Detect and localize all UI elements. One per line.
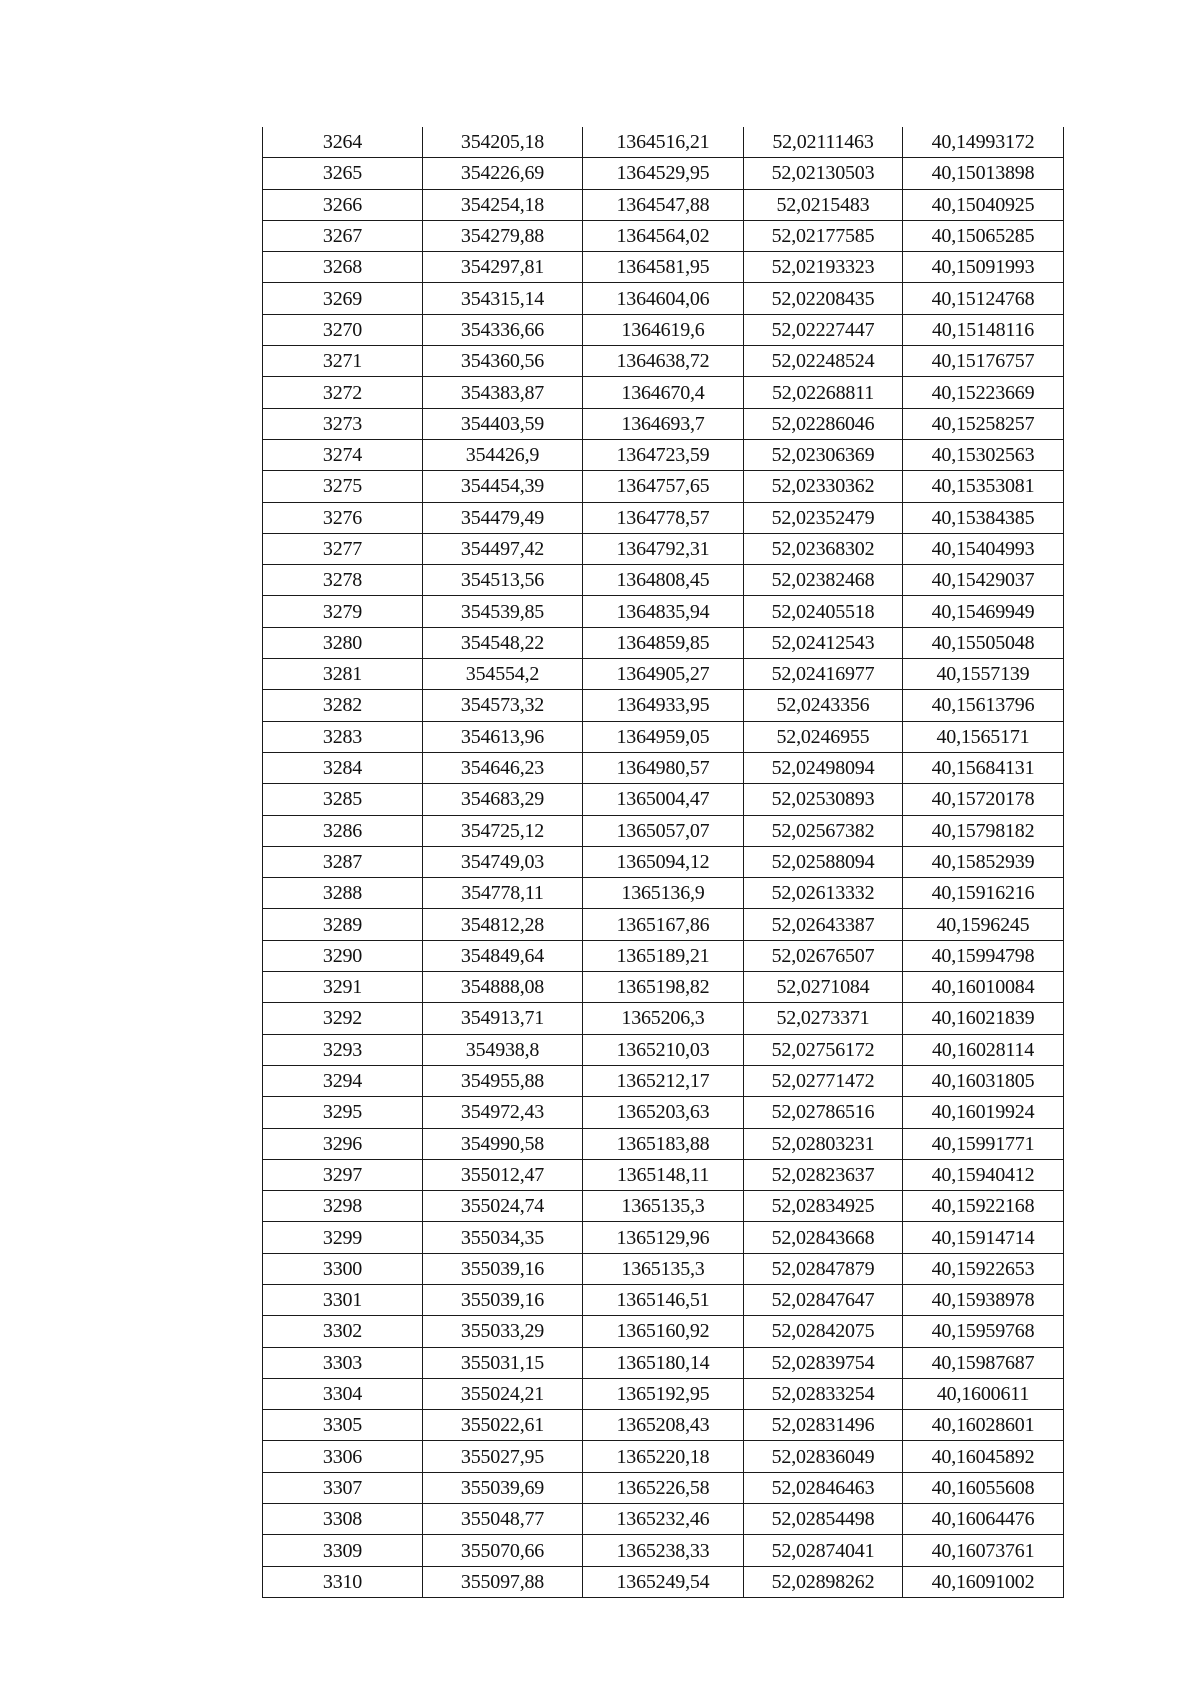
- x-coordinate-cell: 354778,11: [423, 878, 583, 909]
- x-coordinate-cell: 355031,15: [423, 1347, 583, 1378]
- x-coordinate-cell: 354955,88: [423, 1065, 583, 1096]
- longitude-cell: 40,15922168: [903, 1191, 1064, 1222]
- latitude-cell: 52,02847647: [744, 1284, 903, 1315]
- point-number-cell: 3298: [263, 1191, 423, 1222]
- latitude-cell: 52,02286046: [744, 408, 903, 439]
- point-number-cell: 3289: [263, 909, 423, 940]
- x-coordinate-cell: 355033,29: [423, 1316, 583, 1347]
- longitude-cell: 40,16045892: [903, 1441, 1064, 1472]
- point-number-cell: 3301: [263, 1284, 423, 1315]
- y-coordinate-cell: 1365192,95: [583, 1378, 744, 1409]
- point-number-cell: 3275: [263, 471, 423, 502]
- x-coordinate-cell: 355024,74: [423, 1191, 583, 1222]
- latitude-cell: 52,02498094: [744, 752, 903, 783]
- table-row: [263, 314, 1064, 345]
- y-coordinate-cell: 1364547,88: [583, 189, 744, 220]
- x-coordinate-cell: 354554,2: [423, 659, 583, 690]
- y-coordinate-cell: 1364670,4: [583, 377, 744, 408]
- table-row: [263, 878, 1064, 909]
- point-number-cell: 3281: [263, 659, 423, 690]
- longitude-cell: 40,16019924: [903, 1097, 1064, 1128]
- table-row: [263, 377, 1064, 408]
- point-number-cell: 3272: [263, 377, 423, 408]
- longitude-cell: 40,15959768: [903, 1316, 1064, 1347]
- point-number-cell: 3295: [263, 1097, 423, 1128]
- x-coordinate-cell: 354454,39: [423, 471, 583, 502]
- x-coordinate-cell: 354479,49: [423, 502, 583, 533]
- y-coordinate-cell: 1364933,95: [583, 690, 744, 721]
- y-coordinate-cell: 1365183,88: [583, 1128, 744, 1159]
- y-coordinate-cell: 1364808,45: [583, 565, 744, 596]
- table-row: [263, 940, 1064, 971]
- y-coordinate-cell: 1364619,6: [583, 314, 744, 345]
- table-row: [263, 1065, 1064, 1096]
- y-coordinate-cell: 1365057,07: [583, 815, 744, 846]
- x-coordinate-cell: 354849,64: [423, 940, 583, 971]
- y-coordinate-cell: 1364905,27: [583, 659, 744, 690]
- longitude-cell: 40,16064476: [903, 1504, 1064, 1535]
- y-coordinate-cell: 1364638,72: [583, 346, 744, 377]
- y-coordinate-cell: 1365148,11: [583, 1159, 744, 1190]
- y-coordinate-cell: 1365146,51: [583, 1284, 744, 1315]
- point-number-cell: 3279: [263, 596, 423, 627]
- y-coordinate-cell: 1365210,03: [583, 1034, 744, 1065]
- latitude-cell: 52,02177585: [744, 220, 903, 251]
- longitude-cell: 40,15404993: [903, 533, 1064, 564]
- table-row: [263, 909, 1064, 940]
- table-row: [263, 1316, 1064, 1347]
- table-row: [263, 252, 1064, 283]
- longitude-cell: 40,16091002: [903, 1566, 1064, 1597]
- table-row: [263, 972, 1064, 1003]
- y-coordinate-cell: 1364792,31: [583, 533, 744, 564]
- table-row: [263, 627, 1064, 658]
- table-row: [263, 1535, 1064, 1566]
- point-number-cell: 3293: [263, 1034, 423, 1065]
- longitude-cell: 40,15720178: [903, 784, 1064, 815]
- x-coordinate-cell: 354315,14: [423, 283, 583, 314]
- longitude-cell: 40,15914714: [903, 1222, 1064, 1253]
- point-number-cell: 3278: [263, 565, 423, 596]
- y-coordinate-cell: 1365167,86: [583, 909, 744, 940]
- point-number-cell: 3264: [263, 127, 423, 158]
- y-coordinate-cell: 1364693,7: [583, 408, 744, 439]
- table-row: [263, 1284, 1064, 1315]
- y-coordinate-cell: 1365220,18: [583, 1441, 744, 1472]
- latitude-cell: 52,02130503: [744, 158, 903, 189]
- table-row: [263, 127, 1064, 158]
- longitude-cell: 40,15091993: [903, 252, 1064, 283]
- latitude-cell: 52,02823637: [744, 1159, 903, 1190]
- point-number-cell: 3269: [263, 283, 423, 314]
- table-row: [263, 1097, 1064, 1128]
- longitude-cell: 40,16031805: [903, 1065, 1064, 1096]
- point-number-cell: 3266: [263, 189, 423, 220]
- y-coordinate-cell: 1365206,3: [583, 1003, 744, 1034]
- latitude-cell: 52,02227447: [744, 314, 903, 345]
- point-number-cell: 3302: [263, 1316, 423, 1347]
- x-coordinate-cell: 354539,85: [423, 596, 583, 627]
- point-number-cell: 3290: [263, 940, 423, 971]
- y-coordinate-cell: 1365249,54: [583, 1566, 744, 1597]
- x-coordinate-cell: 355039,69: [423, 1472, 583, 1503]
- x-coordinate-cell: 355097,88: [423, 1566, 583, 1597]
- y-coordinate-cell: 1365189,21: [583, 940, 744, 971]
- longitude-cell: 40,15013898: [903, 158, 1064, 189]
- y-coordinate-cell: 1365180,14: [583, 1347, 744, 1378]
- x-coordinate-cell: 354990,58: [423, 1128, 583, 1159]
- latitude-cell: 52,02847879: [744, 1253, 903, 1284]
- longitude-cell: 40,15916216: [903, 878, 1064, 909]
- latitude-cell: 52,02833254: [744, 1378, 903, 1409]
- table-row: [263, 1347, 1064, 1378]
- table-row: [263, 1566, 1064, 1597]
- y-coordinate-cell: 1364835,94: [583, 596, 744, 627]
- latitude-cell: 52,02643387: [744, 909, 903, 940]
- table-row: [263, 1003, 1064, 1034]
- latitude-cell: 52,02268811: [744, 377, 903, 408]
- table-row: [263, 1410, 1064, 1441]
- y-coordinate-cell: 1364757,65: [583, 471, 744, 502]
- x-coordinate-cell: 354548,22: [423, 627, 583, 658]
- longitude-cell: 40,15384385: [903, 502, 1064, 533]
- point-number-cell: 3304: [263, 1378, 423, 1409]
- point-number-cell: 3287: [263, 846, 423, 877]
- latitude-cell: 52,02874041: [744, 1535, 903, 1566]
- x-coordinate-cell: 355034,35: [423, 1222, 583, 1253]
- point-number-cell: 3291: [263, 972, 423, 1003]
- point-number-cell: 3288: [263, 878, 423, 909]
- latitude-cell: 52,02368302: [744, 533, 903, 564]
- table-row: [263, 471, 1064, 502]
- y-coordinate-cell: 1364778,57: [583, 502, 744, 533]
- longitude-cell: 40,1596245: [903, 909, 1064, 940]
- point-number-cell: 3270: [263, 314, 423, 345]
- latitude-cell: 52,02382468: [744, 565, 903, 596]
- latitude-cell: 52,02771472: [744, 1065, 903, 1096]
- longitude-cell: 40,15124768: [903, 283, 1064, 314]
- longitude-cell: 40,16073761: [903, 1535, 1064, 1566]
- table-row: [263, 502, 1064, 533]
- point-number-cell: 3303: [263, 1347, 423, 1378]
- x-coordinate-cell: 354913,71: [423, 1003, 583, 1034]
- table-row: [263, 596, 1064, 627]
- y-coordinate-cell: 1365212,17: [583, 1065, 744, 1096]
- point-number-cell: 3276: [263, 502, 423, 533]
- x-coordinate-cell: 354403,59: [423, 408, 583, 439]
- y-coordinate-cell: 1364529,95: [583, 158, 744, 189]
- longitude-cell: 40,15922653: [903, 1253, 1064, 1284]
- latitude-cell: 52,02854498: [744, 1504, 903, 1535]
- y-coordinate-cell: 1365135,3: [583, 1253, 744, 1284]
- latitude-cell: 52,0243356: [744, 690, 903, 721]
- latitude-cell: 52,02193323: [744, 252, 903, 283]
- table-row: [263, 1472, 1064, 1503]
- table-row: [263, 283, 1064, 314]
- x-coordinate-cell: 354812,28: [423, 909, 583, 940]
- longitude-cell: 40,16010084: [903, 972, 1064, 1003]
- table-row: [263, 1191, 1064, 1222]
- point-number-cell: 3296: [263, 1128, 423, 1159]
- x-coordinate-cell: 355012,47: [423, 1159, 583, 1190]
- y-coordinate-cell: 1364516,21: [583, 127, 744, 158]
- longitude-cell: 40,15469949: [903, 596, 1064, 627]
- longitude-cell: 40,15258257: [903, 408, 1064, 439]
- latitude-cell: 52,02330362: [744, 471, 903, 502]
- latitude-cell: 52,02306369: [744, 439, 903, 470]
- point-number-cell: 3286: [263, 815, 423, 846]
- x-coordinate-cell: 354613,96: [423, 721, 583, 752]
- latitude-cell: 52,02111463: [744, 127, 903, 158]
- x-coordinate-cell: 355039,16: [423, 1253, 583, 1284]
- table-row: [263, 189, 1064, 220]
- coordinates-table-body: [263, 127, 1064, 1597]
- longitude-cell: 40,15991771: [903, 1128, 1064, 1159]
- y-coordinate-cell: 1365004,47: [583, 784, 744, 815]
- y-coordinate-cell: 1365238,33: [583, 1535, 744, 1566]
- latitude-cell: 52,02836049: [744, 1441, 903, 1472]
- coordinates-table: [262, 127, 1064, 1598]
- table-row: [263, 784, 1064, 815]
- table-row: [263, 346, 1064, 377]
- y-coordinate-cell: 1365160,92: [583, 1316, 744, 1347]
- latitude-cell: 52,02831496: [744, 1410, 903, 1441]
- latitude-cell: 52,0273371: [744, 1003, 903, 1034]
- y-coordinate-cell: 1365136,9: [583, 878, 744, 909]
- latitude-cell: 52,02613332: [744, 878, 903, 909]
- longitude-cell: 40,16028114: [903, 1034, 1064, 1065]
- x-coordinate-cell: 354888,08: [423, 972, 583, 1003]
- point-number-cell: 3268: [263, 252, 423, 283]
- table-row: [263, 158, 1064, 189]
- table-row: [263, 721, 1064, 752]
- x-coordinate-cell: 355027,95: [423, 1441, 583, 1472]
- table-row: [263, 565, 1064, 596]
- longitude-cell: 40,15940412: [903, 1159, 1064, 1190]
- point-number-cell: 3265: [263, 158, 423, 189]
- longitude-cell: 40,15353081: [903, 471, 1064, 502]
- longitude-cell: 40,15302563: [903, 439, 1064, 470]
- point-number-cell: 3285: [263, 784, 423, 815]
- longitude-cell: 40,16055608: [903, 1472, 1064, 1503]
- x-coordinate-cell: 354426,9: [423, 439, 583, 470]
- longitude-cell: 40,15505048: [903, 627, 1064, 658]
- point-number-cell: 3271: [263, 346, 423, 377]
- latitude-cell: 52,0215483: [744, 189, 903, 220]
- y-coordinate-cell: 1364564,02: [583, 220, 744, 251]
- longitude-cell: 40,15148116: [903, 314, 1064, 345]
- longitude-cell: 40,16021839: [903, 1003, 1064, 1034]
- y-coordinate-cell: 1365198,82: [583, 972, 744, 1003]
- longitude-cell: 40,1557139: [903, 659, 1064, 690]
- table-row: [263, 659, 1064, 690]
- x-coordinate-cell: 354383,87: [423, 377, 583, 408]
- longitude-cell: 40,15613796: [903, 690, 1064, 721]
- table-row: [263, 1034, 1064, 1065]
- latitude-cell: 52,02839754: [744, 1347, 903, 1378]
- y-coordinate-cell: 1365094,12: [583, 846, 744, 877]
- x-coordinate-cell: 354297,81: [423, 252, 583, 283]
- point-number-cell: 3292: [263, 1003, 423, 1034]
- table-row: [263, 1159, 1064, 1190]
- x-coordinate-cell: 355048,77: [423, 1504, 583, 1535]
- y-coordinate-cell: 1365232,46: [583, 1504, 744, 1535]
- latitude-cell: 52,02412543: [744, 627, 903, 658]
- point-number-cell: 3274: [263, 439, 423, 470]
- latitude-cell: 52,02846463: [744, 1472, 903, 1503]
- x-coordinate-cell: 354254,18: [423, 189, 583, 220]
- point-number-cell: 3282: [263, 690, 423, 721]
- longitude-cell: 40,1600611: [903, 1378, 1064, 1409]
- latitude-cell: 52,02416977: [744, 659, 903, 690]
- latitude-cell: 52,02842075: [744, 1316, 903, 1347]
- longitude-cell: 40,15223669: [903, 377, 1064, 408]
- y-coordinate-cell: 1365135,3: [583, 1191, 744, 1222]
- point-number-cell: 3308: [263, 1504, 423, 1535]
- point-number-cell: 3307: [263, 1472, 423, 1503]
- latitude-cell: 52,0246955: [744, 721, 903, 752]
- table-row: [263, 752, 1064, 783]
- point-number-cell: 3273: [263, 408, 423, 439]
- table-row: [263, 533, 1064, 564]
- latitude-cell: 52,02834925: [744, 1191, 903, 1222]
- longitude-cell: 40,15994798: [903, 940, 1064, 971]
- table-row: [263, 408, 1064, 439]
- point-number-cell: 3284: [263, 752, 423, 783]
- longitude-cell: 40,15987687: [903, 1347, 1064, 1378]
- point-number-cell: 3310: [263, 1566, 423, 1597]
- x-coordinate-cell: 354646,23: [423, 752, 583, 783]
- table-row: [263, 1441, 1064, 1472]
- longitude-cell: 40,14993172: [903, 127, 1064, 158]
- longitude-cell: 40,15852939: [903, 846, 1064, 877]
- table-row: [263, 1128, 1064, 1159]
- point-number-cell: 3277: [263, 533, 423, 564]
- x-coordinate-cell: 354513,56: [423, 565, 583, 596]
- table-row: [263, 439, 1064, 470]
- y-coordinate-cell: 1365203,63: [583, 1097, 744, 1128]
- latitude-cell: 52,02843668: [744, 1222, 903, 1253]
- x-coordinate-cell: 355024,21: [423, 1378, 583, 1409]
- x-coordinate-cell: 354205,18: [423, 127, 583, 158]
- latitude-cell: 52,02676507: [744, 940, 903, 971]
- x-coordinate-cell: 354725,12: [423, 815, 583, 846]
- y-coordinate-cell: 1364859,85: [583, 627, 744, 658]
- latitude-cell: 52,02898262: [744, 1566, 903, 1597]
- point-number-cell: 3300: [263, 1253, 423, 1284]
- point-number-cell: 3283: [263, 721, 423, 752]
- point-number-cell: 3306: [263, 1441, 423, 1472]
- latitude-cell: 52,02567382: [744, 815, 903, 846]
- x-coordinate-cell: 355022,61: [423, 1410, 583, 1441]
- longitude-cell: 40,15065285: [903, 220, 1064, 251]
- table-row: [263, 1222, 1064, 1253]
- latitude-cell: 52,02248524: [744, 346, 903, 377]
- table-row: [263, 815, 1064, 846]
- y-coordinate-cell: 1364959,05: [583, 721, 744, 752]
- longitude-cell: 40,15429037: [903, 565, 1064, 596]
- table-row: [263, 220, 1064, 251]
- point-number-cell: 3280: [263, 627, 423, 658]
- latitude-cell: 52,02756172: [744, 1034, 903, 1065]
- table-row: [263, 1504, 1064, 1535]
- point-number-cell: 3297: [263, 1159, 423, 1190]
- y-coordinate-cell: 1364581,95: [583, 252, 744, 283]
- latitude-cell: 52,02786516: [744, 1097, 903, 1128]
- x-coordinate-cell: 354360,56: [423, 346, 583, 377]
- x-coordinate-cell: 355039,16: [423, 1284, 583, 1315]
- point-number-cell: 3309: [263, 1535, 423, 1566]
- x-coordinate-cell: 354497,42: [423, 533, 583, 564]
- point-number-cell: 3267: [263, 220, 423, 251]
- longitude-cell: 40,1565171: [903, 721, 1064, 752]
- table-row: [263, 846, 1064, 877]
- y-coordinate-cell: 1364723,59: [583, 439, 744, 470]
- table-row: [263, 690, 1064, 721]
- x-coordinate-cell: 354336,66: [423, 314, 583, 345]
- x-coordinate-cell: 354279,88: [423, 220, 583, 251]
- y-coordinate-cell: 1365129,96: [583, 1222, 744, 1253]
- y-coordinate-cell: 1364980,57: [583, 752, 744, 783]
- y-coordinate-cell: 1364604,06: [583, 283, 744, 314]
- x-coordinate-cell: 354226,69: [423, 158, 583, 189]
- longitude-cell: 40,15176757: [903, 346, 1064, 377]
- y-coordinate-cell: 1365226,58: [583, 1472, 744, 1503]
- x-coordinate-cell: 354683,29: [423, 784, 583, 815]
- longitude-cell: 40,16028601: [903, 1410, 1064, 1441]
- table-row: [263, 1378, 1064, 1409]
- point-number-cell: 3305: [263, 1410, 423, 1441]
- x-coordinate-cell: 354972,43: [423, 1097, 583, 1128]
- x-coordinate-cell: 354938,8: [423, 1034, 583, 1065]
- latitude-cell: 52,02530893: [744, 784, 903, 815]
- longitude-cell: 40,15798182: [903, 815, 1064, 846]
- x-coordinate-cell: 354573,32: [423, 690, 583, 721]
- latitude-cell: 52,02405518: [744, 596, 903, 627]
- longitude-cell: 40,15040925: [903, 189, 1064, 220]
- latitude-cell: 52,02588094: [744, 846, 903, 877]
- longitude-cell: 40,15684131: [903, 752, 1064, 783]
- latitude-cell: 52,02352479: [744, 502, 903, 533]
- x-coordinate-cell: 355070,66: [423, 1535, 583, 1566]
- latitude-cell: 52,02208435: [744, 283, 903, 314]
- point-number-cell: 3299: [263, 1222, 423, 1253]
- table-row: [263, 1253, 1064, 1284]
- y-coordinate-cell: 1365208,43: [583, 1410, 744, 1441]
- longitude-cell: 40,15938978: [903, 1284, 1064, 1315]
- x-coordinate-cell: 354749,03: [423, 846, 583, 877]
- latitude-cell: 52,0271084: [744, 972, 903, 1003]
- latitude-cell: 52,02803231: [744, 1128, 903, 1159]
- point-number-cell: 3294: [263, 1065, 423, 1096]
